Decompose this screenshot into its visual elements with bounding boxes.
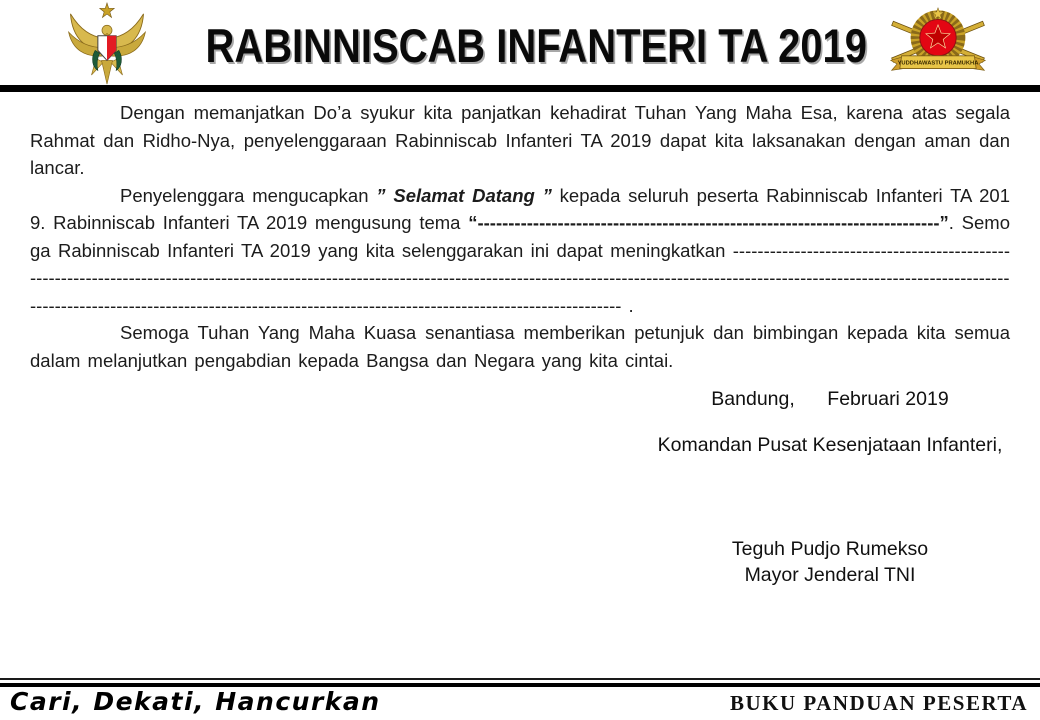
header bbox=[0, 0, 1040, 86]
header-divider-line bbox=[0, 85, 1040, 92]
army-eagle-emblem-icon bbox=[60, 2, 154, 86]
p2-theme-blank: “---------------------------------------------------------------------------” bbox=[468, 212, 949, 233]
p2-tail: . bbox=[621, 294, 634, 316]
infantry-emblem-icon bbox=[880, 4, 996, 84]
p2-improvement-blank: ------------------------------------------------------------------------------------------------------------------------------------------------------------------------------------------------------------------------------------------------------------------------------------------------------------ bbox=[30, 239, 1010, 316]
footer-book-label: BUKU PANDUAN PESERTA bbox=[730, 691, 1028, 715]
signature-name: Teguh Pudjo Rumekso bbox=[731, 538, 929, 560]
page-title: RABINNISCAB INFANTERI TA 2019 bbox=[205, 19, 867, 72]
signature-position-title: Komandan Pusat Kesenjataan Infanteri, bbox=[657, 434, 1003, 456]
p2-mid: kepada seluruh peserta Rabinniscab Infanteri TA 2019. Rabinniscab Infanteri TA 2019 mengusung tema bbox=[30, 184, 1011, 233]
paragraph-welcome bbox=[30, 182, 1010, 320]
paragraph-opening: Dengan memanjatkan Do’a syukur kita panjatkan kehadirat Tuhan Yang Maha Esa, karena atas segala Rahmat dan Ridho-Nya, penyelenggaraan Rabinniscab Infanteri TA 2019 dapat kita laksanakan dengan aman dan lancar. bbox=[30, 102, 1010, 178]
paragraph-closing: Semoga Tuhan Yang Maha Kuasa senantiasa memberikan petunjuk dan bimbingan kepada kita semua dalam melanjutkan pengabdian kepada Bangsa dan Negara yang kita cintai. bbox=[30, 322, 1010, 371]
signature-place-date: Bandung, Februari 2019 bbox=[711, 388, 949, 410]
p2-welcome-phrase: ” Selamat Datang ” bbox=[376, 184, 552, 206]
p2-lead: Penyelenggara mengucapkan bbox=[120, 184, 377, 206]
p2-after-quote: . Semoga Rabinniscab Infanteri TA 2019 yang kita selenggarakan ini dapat meningkatkan bbox=[30, 212, 1010, 261]
signature-block bbox=[645, 386, 1015, 588]
emblem-banner-text: YUDDHAWASTU PRAMUKHA bbox=[897, 60, 979, 67]
document-body bbox=[30, 99, 1010, 374]
footer-rule-thin bbox=[0, 678, 1040, 680]
signature-rank: Mayor Jenderal TNI bbox=[744, 564, 916, 586]
footer-motto: Cari, Dekati, Hancurkan bbox=[10, 687, 381, 716]
